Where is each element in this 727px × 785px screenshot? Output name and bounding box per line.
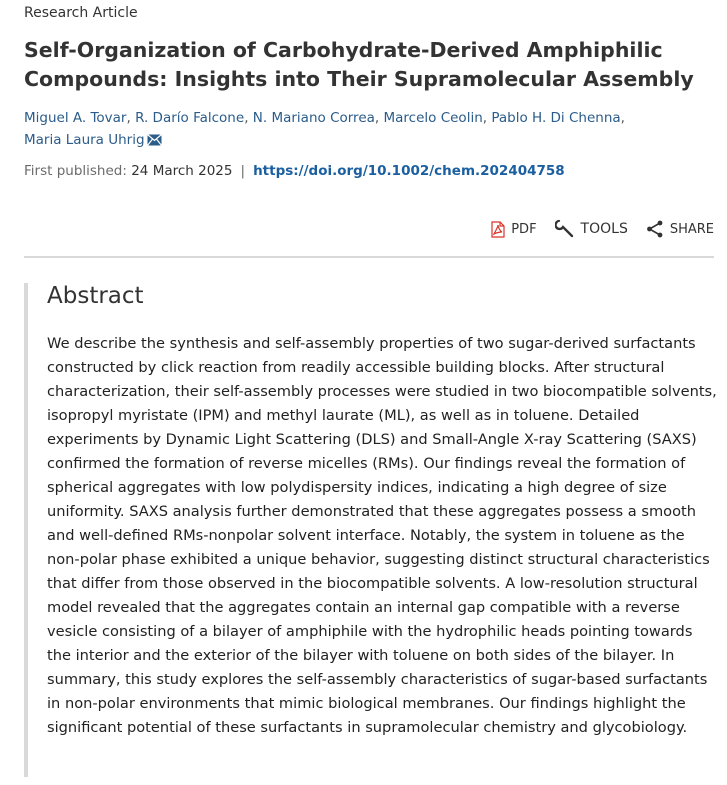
author-list: Miguel A. Tovar, R. Darío Falcone, N. Mariano Correa, Marcelo Ceolin, Pablo H. Di Chenna, Maria Laura Uhrig bbox=[24, 107, 714, 153]
wrench-icon bbox=[555, 219, 575, 239]
envelope-icon[interactable] bbox=[147, 131, 162, 153]
abstract-text: We describe the synthesis and self-assembly properties of two sugar-derived surfactants constructed by click reaction from readily accessible building blocks. After structural characterization, their self-assembly processes were studied in two biocompatible solvents, isopropyl myristate (IPM) and methyl laurate (ML), as well as in toluene. Detailed experiments by Dynamic Light Scattering (DLS) and Small-Angle X-ray Scattering (SAXS) confirmed the formation of reverse micelles (RMs). Our findings reveal the formation of spherical aggregates with low polydispersity indices, indicating a high degree of size uniformity. SAXS analysis further demonstrated that these aggregates possess a smooth and well-defined RMs-nonpolar solvent interface. Notably, the system in toluene as the non-polar phase exhibited a unique behavior, suggesting distinct structural characteristics that differ from those observed in the biocompatible solvents. A low-resolution structural model revealed that the aggregates contain an internal gap compatible with a reverse vesicle consisting of a bilayer of amphiphile with the hydrophilic heads pointing towards the interior and the exterior of the bilayer with toluene on both sides of the bilayer. In summary, this study explores the self-assembly characteristics of sugar-based surfactants in non-polar environments that mimic biological membranes. Our findings highlight the significant potential of these surfactants in supramolecular chemistry and glycobiology. bbox=[47, 335, 717, 736]
author-link[interactable]: R. Darío Falcone bbox=[135, 110, 245, 126]
publication-date: 24 March 2025 bbox=[131, 163, 233, 179]
publication-info bbox=[24, 163, 565, 179]
separator: | bbox=[240, 163, 246, 179]
author-link[interactable]: Miguel A. Tovar bbox=[24, 110, 127, 126]
author-link[interactable]: N. Mariano Correa bbox=[252, 110, 375, 126]
article-title: Self-Organization of Carbohydrate-Derived Amphiphilic Compounds: Insights into Their Supramolecular Assembly bbox=[24, 38, 694, 91]
tools-button[interactable] bbox=[555, 219, 628, 239]
abstract-border bbox=[24, 283, 28, 777]
share-label: SHARE bbox=[669, 221, 714, 237]
pdf-icon bbox=[491, 221, 505, 238]
pdf-button[interactable] bbox=[491, 221, 536, 238]
author-link[interactable]: Marcelo Ceolin bbox=[383, 110, 483, 126]
tools-label: TOOLS bbox=[580, 221, 628, 237]
divider bbox=[24, 256, 714, 258]
doi-link[interactable]: https://doi.org/10.1002/chem.202404758 bbox=[253, 163, 565, 179]
author-link[interactable]: Maria Laura Uhrig bbox=[24, 132, 145, 148]
article-toolbar bbox=[473, 219, 714, 239]
pdf-label: PDF bbox=[511, 221, 537, 237]
abstract-heading: Abstract bbox=[47, 283, 144, 309]
author-link[interactable]: Pablo H. Di Chenna bbox=[491, 110, 621, 126]
share-icon bbox=[646, 220, 664, 238]
article-type: Research Article bbox=[24, 5, 138, 21]
share-button[interactable] bbox=[646, 220, 714, 238]
first-published-label: First published: bbox=[24, 163, 127, 179]
